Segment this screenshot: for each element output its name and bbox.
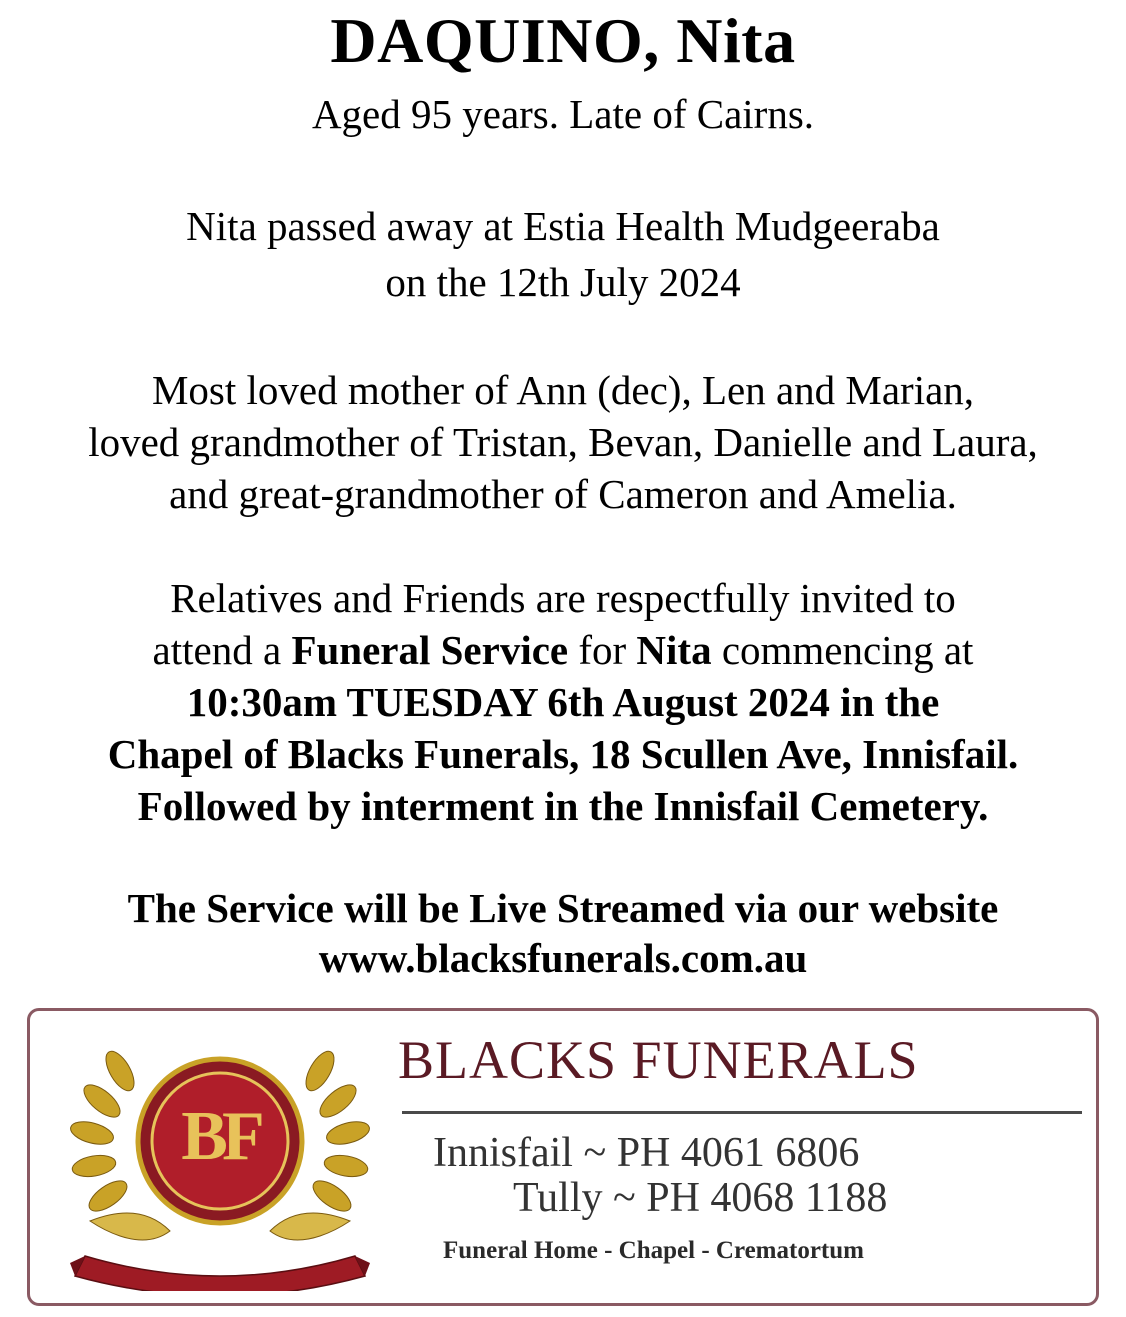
interment-line: Followed by interment in the Innisfail Cemetery. <box>137 783 989 829</box>
live-stream-line: The Service will be Live Streamed via our website <box>127 885 999 931</box>
passed-line-2: on the 12th July 2024 <box>385 259 741 305</box>
deceased-name: DAQUINO, Nita <box>330 5 796 76</box>
brand-name: BLACKS FUNERALS <box>398 1030 919 1090</box>
invite-text: attend a <box>152 627 292 673</box>
service-place: Chapel of Blacks Funerals, 18 Scullen Ave, Innisfail. <box>107 731 1019 777</box>
invite-line-2 <box>0 626 1126 674</box>
innisfail-phone: Innisfail ~ PH 4061 6806 <box>433 1130 860 1176</box>
invite-line-1: Relatives and Friends are respectfully invited to <box>170 575 956 621</box>
family-line-1: Most loved mother of Ann (dec), Len and Marian, <box>151 367 975 413</box>
services-tagline: Funeral Home - Chapel - Crematortum <box>443 1237 864 1264</box>
website-link[interactable]: www.blacksfunerals.com.au <box>318 935 808 981</box>
blacks-funerals-logo <box>50 1031 390 1291</box>
deceased-first-name: Nita <box>636 627 712 673</box>
family-line-3: and great-grandmother of Cameron and Amelia. <box>169 471 957 517</box>
age-residence: Aged 95 years. Late of Cairns. <box>311 91 815 137</box>
invite-text: for <box>568 627 637 673</box>
tully-phone: Tully ~ PH 4068 1188 <box>513 1175 888 1221</box>
invite-text: commencing at <box>711 627 974 673</box>
bf-monogram-seal-icon: BF <box>181 1098 259 1175</box>
funeral-home-banner <box>27 1008 1099 1306</box>
passed-line-1: Nita passed away at Estia Health Mudgeeraba <box>186 203 940 249</box>
funeral-service-label: Funeral Service <box>291 627 569 673</box>
service-time: 10:30am TUESDAY 6th August 2024 in the <box>186 679 940 725</box>
family-line-2: loved grandmother of Tristan, Bevan, Danielle and Laura, <box>88 419 1038 465</box>
brand-divider <box>402 1111 1082 1114</box>
